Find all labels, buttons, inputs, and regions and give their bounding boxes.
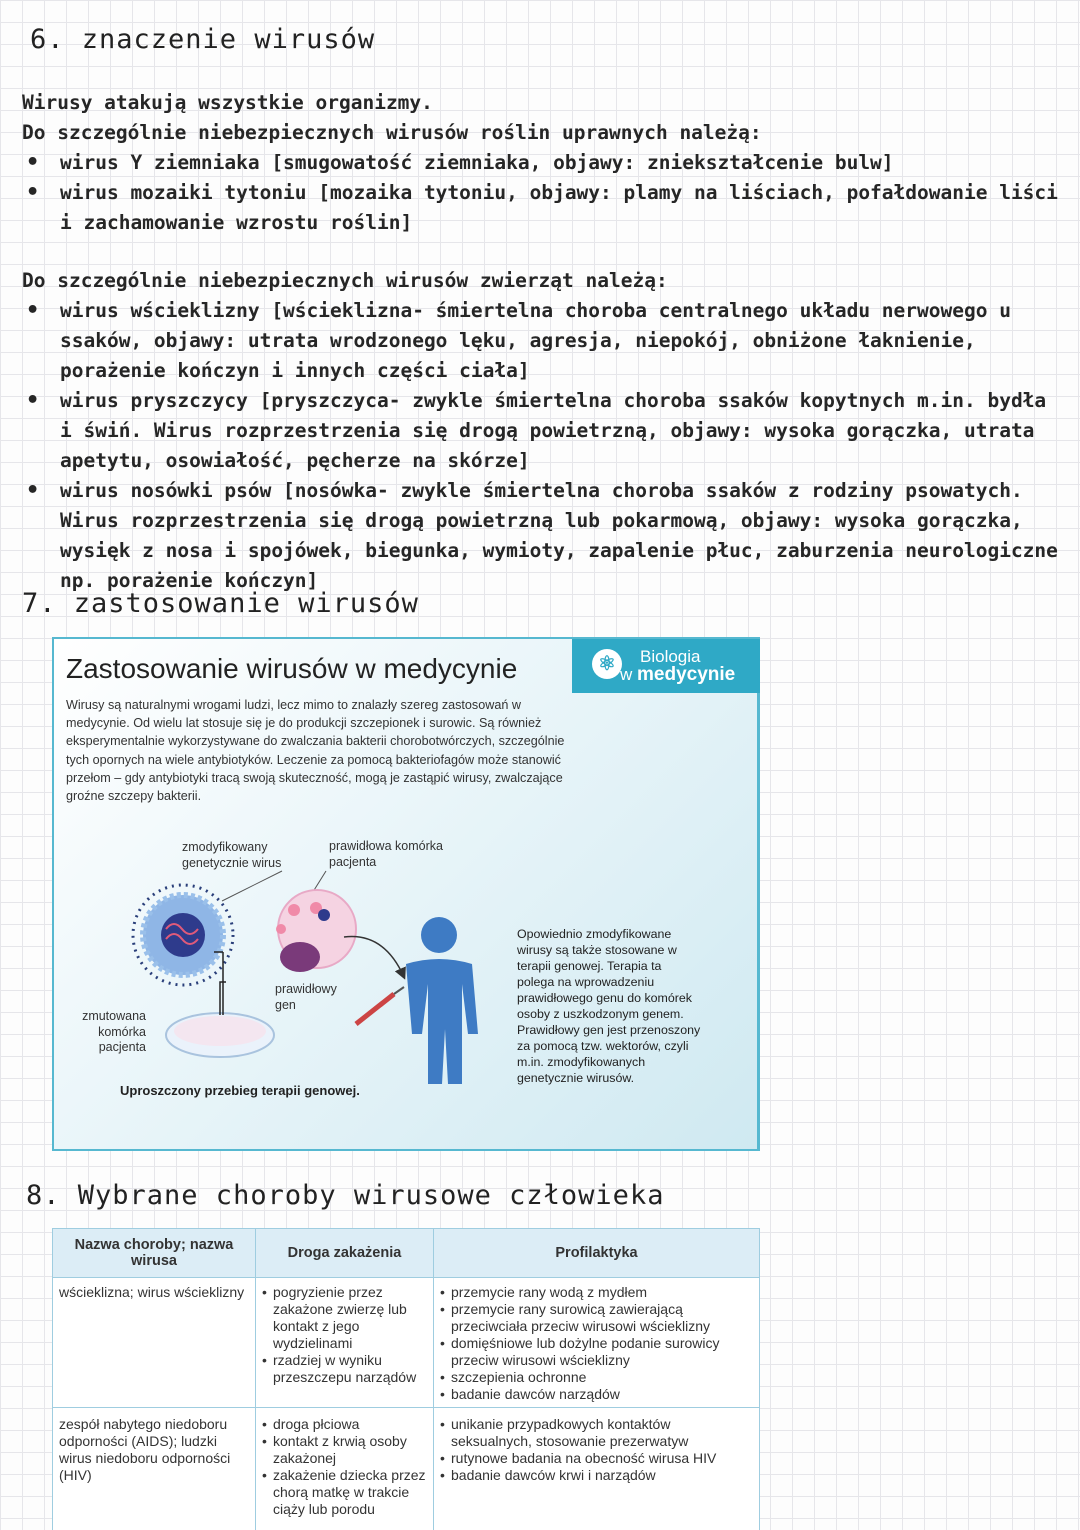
list-item: • droga płciowa [262,1416,427,1433]
label-correct-gene: prawidłowy gen [275,982,347,1013]
label-mutated-cell: zmutowana komórka pacjenta [74,1009,146,1056]
disease-cell: wścieklizna; wirus wścieklizny [53,1278,256,1408]
list-item: • wirus wścieklizny [wścieklizna- śmiertelna choroba centralnego układu nerwowego u ssaków, objawy: utrata wrodzonego lęku, agresja, niepokój, obniżone łaknienie, porażenie kończyn i innych części ciała] [22,296,1062,386]
section6-heading: 6. znaczenie wirusów [30,24,375,55]
table-row [53,1278,760,1408]
biology-in-medicine-badge: ⚛ Biologia w medycynie [572,639,760,693]
illustration-caption: Uproszczony przebieg terapii genowej. [120,1083,360,1098]
section6-notes [22,88,1062,596]
list-item: • pogryzienie przez zakażone zwierzę lub kontakt z jego wydzielinami [262,1284,427,1352]
list-item: • szczepienia ochronne [440,1369,753,1386]
list-item: • przemycie rany surowicą zawierającą przeciwciała przeciw wirusowi wścieklizny [440,1301,753,1335]
list-item: • unikanie przypadkowych kontaktów seksualnych, stosowanie prezerwatyw [440,1416,753,1450]
list-item: • zakażenie dziecka przez chorą matkę w trakcie ciąży lub porodu [262,1467,427,1518]
animal-virus-list [22,296,1062,596]
list-item: • badanie dawców narządów [440,1386,753,1403]
list-item: • rzadziej w wyniku przeszczepu narządów [262,1352,427,1386]
panel-intro: Wirusy są naturalnymi wrogami ludzi, lecz mimo to znalazły szereg zastosowań w medycynie. Od wielu lat stosuje się je do produkcji szczepionek i surowic. Są również eksperymentalnie wykorzystywane do zwalczania bakterii chorobotwórczych, szczególnie tych opornych na wiele antybiotyków. Leczenie za pomocą bakteriofagów może stanowić przełom – gdy antybiotyki tracą swoją skuteczność, mogą je zastąpić wirusy, zwalczające groźne szczepy bakterii. [66,696,578,805]
column-header: Droga zakażenia [256,1229,434,1278]
viruses-intro: Wirusy atakują wszystkie organizmy. [22,88,1062,118]
column-header: Nazwa choroby; nazwa wirusa [53,1229,256,1278]
list-item: • wirus Y ziemniaka [smugowatość ziemniaka, objawy: zniekształcenie bulw] [22,148,1062,178]
gene-therapy-description: Opowiednio zmodyfikowane wirusy są także stosowane w terapii genowej. Terapia ta polega na wprowadzeniu prawidłowego genu do komórek osoby z uszkodzonym genem. Prawidłowy gen jest przenoszony za pomocą tzw. wektorów, czyli m.in. zmodyfikowanych genetycznie wirusów. [517,926,702,1086]
plant-virus-list [22,148,1062,238]
virus-illustration [133,885,233,985]
table-row [53,1408,760,1530]
section8-heading: 8. Wybrane choroby wirusowe człowieka [26,1180,664,1211]
biology-logo-icon: ⚛ [592,649,622,679]
label-patient-cell: prawidłowa komórka pacjenta [329,839,459,870]
list-item: • domięśniowe lub dożylne podanie surowicy przeciw wirusowi wścieklizny [440,1335,753,1369]
list-item: • przemycie rany wodą z mydłem [440,1284,753,1301]
animals-intro: Do szczególnie niebezpiecznych wirusów zwierząt należą: [22,266,1062,296]
panel-title: Zastosowanie wirusów w medycynie [66,653,517,685]
section7-heading: 7. zastosowanie wirusów [22,588,419,619]
label-modified-virus: zmodyfikowany genetycznie wirus [182,840,300,871]
list-item: • wirus pryszczycy [pryszczyca- zwykle śmiertelna choroba ssaków kopytnych m.in. bydła i świń. Wirus rozprzestrzenia się drogą powietrzną, objawy: wysoka gorączka, utrata apetytu, osowiałość, pęcherze na skórze] [22,386,1062,476]
medicine-panel [52,637,760,1151]
list-item: • wirus nosówki psów [nosówka- zwykle śmiertelna choroba ssaków z rodziny psowatych. Wirus rozprzestrzenia się drogą powietrzną lub pokarmową, objawy: wysoka gorączka, wysięk z nosa i spojówek, biegunka, wymioty, zapalenie płuc, zaburzenia neurologiczne np. porażenie kończyn] [22,476,1062,596]
list-item: • kontakt z krwią osoby zakażonej [262,1433,427,1467]
petri-dish-illustration [166,1013,274,1057]
viral-diseases-table [52,1228,760,1530]
disease-cell: zespół nabytego niedoboru odporności (AIDS); ludzki wirus niedoboru odporności (HIV) [53,1408,256,1530]
syringe-illustration [356,987,404,1024]
list-item: • badanie dawców krwi i narządów [440,1467,753,1484]
column-header: Profilaktyka [434,1229,760,1278]
patient-cell-illustration [276,890,356,972]
list-item: • rutynowe badania na obecność wirusa HIV [440,1450,753,1467]
list-item: • wirus mozaiki tytoniu [mozaika tytoniu, objawy: plamy na liściach, pofałdowanie liści i zachamowanie wzrostu roślin] [22,178,1062,238]
human-silhouette [406,917,478,1084]
plants-intro: Do szczególnie niebezpiecznych wirusów roślin uprawnych należą: [22,118,1062,148]
